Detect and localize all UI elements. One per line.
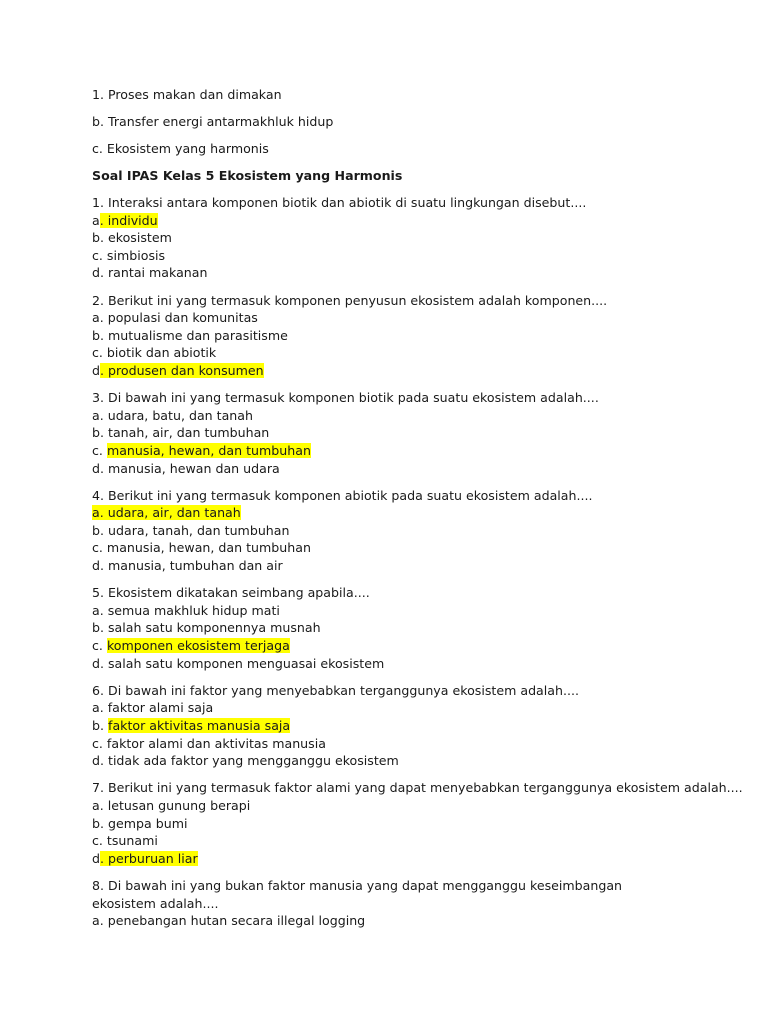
option-prefix: b. tanah, air, dan tumbuhan	[92, 425, 270, 441]
option-prefix: c.	[92, 442, 107, 458]
option-prefix: b. mutualisme dan parasitisme	[92, 327, 288, 343]
question-item	[92, 584, 692, 672]
highlighted-answer: a. udara, air, dan tanah	[92, 505, 241, 521]
question-text: 7. Berikut ini yang termasuk faktor alami yang dapat menyebabkan terganggunya ekosistem adalah....	[92, 780, 743, 796]
answer-option	[92, 264, 692, 282]
option-prefix: d. manusia, hewan dan udara	[92, 460, 280, 476]
highlighted-answer: . produsen dan konsumen	[100, 362, 264, 378]
option-prefix: a. populasi dan komunitas	[92, 310, 258, 326]
answer-option	[92, 522, 692, 540]
intro-line: 1. Proses makan dan dimakan	[92, 87, 282, 102]
answer-option	[92, 557, 692, 575]
highlighted-answer: komponen ekosistem terjaga	[106, 638, 290, 654]
option-prefix: c. biotik dan abiotik	[92, 345, 217, 361]
question-text: 5. Ekosistem dikatakan seimbang apabila....	[92, 585, 370, 601]
question-item	[92, 194, 692, 282]
answer-option	[92, 797, 692, 815]
option-prefix: a. udara, batu, dan tanah	[92, 407, 253, 423]
option-prefix: c. tsunami	[92, 833, 158, 849]
highlighted-answer: faktor aktivitas manusia saja	[108, 718, 291, 733]
option-prefix: d. tidak ada faktor yang mengganggu ekosistem	[92, 753, 399, 769]
question-item	[92, 779, 743, 867]
highlighted-answer: . individu	[99, 212, 158, 228]
question-text: 8. Di bawah ini yang bukan faktor manusia yang dapat mengganggu keseimbangan ekosistem adalah....	[92, 877, 623, 911]
answer-option-highlighted	[92, 212, 692, 230]
question-item	[92, 877, 692, 930]
document-title: Soal IPAS Kelas 5 Ekosistem yang Harmonis	[92, 168, 403, 183]
question-text: 2. Berikut ini yang termasuk komponen penyusun ekosistem adalah komponen....	[92, 292, 608, 308]
option-prefix: c.	[92, 638, 107, 654]
question-list	[92, 194, 743, 930]
option-prefix: a. faktor alami saja	[92, 700, 214, 716]
option-prefix: b. salah satu komponennya musnah	[92, 620, 321, 636]
option-prefix: d. rantai makanan	[92, 265, 208, 281]
answer-option-highlighted	[92, 850, 692, 868]
option-prefix: d	[92, 362, 100, 378]
option-prefix: a	[92, 212, 100, 228]
answer-option	[92, 460, 692, 478]
option-prefix: b. udara, tanah, dan tumbuhan	[92, 522, 290, 538]
question-item	[92, 487, 692, 575]
intro-section	[92, 86, 692, 158]
question-text: 3. Di bawah ini yang termasuk komponen biotik pada suatu ekosistem adalah....	[92, 390, 599, 406]
answer-option	[92, 424, 692, 442]
answer-option	[92, 752, 692, 770]
answer-option	[92, 229, 692, 247]
option-prefix: c. simbiosis	[92, 247, 166, 263]
question-item	[92, 682, 692, 770]
answer-option	[92, 655, 692, 673]
answer-option-highlighted	[92, 362, 692, 380]
answer-option	[92, 602, 692, 620]
answer-option	[92, 815, 692, 833]
question-item	[92, 389, 692, 477]
answer-option	[92, 344, 692, 362]
answer-option	[92, 699, 692, 717]
option-prefix: d. salah satu komponen menguasai ekosistem	[92, 655, 385, 671]
answer-option-highlighted	[92, 442, 692, 460]
option-prefix: c. manusia, hewan, dan tumbuhan	[92, 540, 311, 556]
question-item	[92, 292, 692, 380]
option-prefix: b. gempa bumi	[92, 815, 188, 831]
answer-option	[92, 407, 692, 425]
answer-option-highlighted	[92, 717, 692, 735]
answer-option-highlighted	[92, 504, 692, 522]
option-prefix: a. penebangan hutan secara illegal logging	[92, 913, 366, 929]
option-prefix: d	[92, 850, 100, 866]
answer-option	[92, 619, 692, 637]
option-prefix: c. faktor alami dan aktivitas manusia	[92, 735, 326, 751]
answer-option	[92, 247, 692, 265]
answer-option	[92, 327, 692, 345]
answer-option	[92, 832, 692, 850]
option-prefix: b.	[92, 718, 109, 733]
question-text: 4. Berikut ini yang termasuk komponen abiotik pada suatu ekosistem adalah....	[92, 487, 593, 503]
option-prefix: a. letusan gunung berapi	[92, 797, 251, 813]
intro-line: b. Transfer energi antarmakhluk hidup	[92, 114, 334, 129]
answer-option-highlighted	[92, 637, 692, 655]
answer-option	[92, 735, 692, 753]
question-text: 1. Interaksi antara komponen biotik dan abiotik di suatu lingkungan disebut....	[92, 195, 587, 210]
option-prefix: b. ekosistem	[92, 230, 172, 246]
option-prefix: a. semua makhluk hidup mati	[92, 602, 280, 618]
highlighted-answer: . perburuan liar	[100, 850, 198, 866]
question-text: 6. Di bawah ini faktor yang menyebabkan terganggunya ekosistem adalah....	[92, 682, 579, 698]
answer-option	[92, 539, 692, 557]
option-prefix: d. manusia, tumbuhan dan air	[92, 558, 283, 574]
answer-option	[92, 912, 692, 930]
intro-line: c. Ekosistem yang harmonis	[92, 141, 269, 156]
highlighted-answer: manusia, hewan, dan tumbuhan	[106, 442, 311, 458]
answer-option	[92, 309, 692, 327]
document-page	[92, 86, 743, 939]
